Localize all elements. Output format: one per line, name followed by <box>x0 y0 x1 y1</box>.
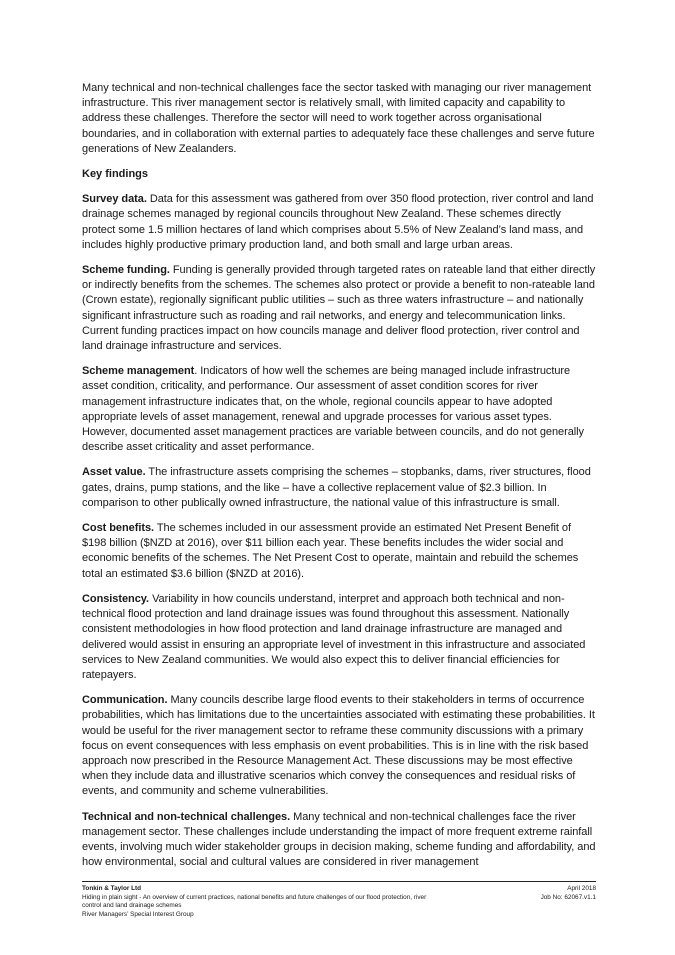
finding-text: Funding is generally provided through targeted rates on rateable land that either directly or indirectly benefits from the schemes. The schemes also protect or provide a benefit to non-rateable land (Crown estate), regionally significant public utilities – such as three waters infrastructure – and nationally significant infrastructure such as roading and rail networks, and energy and telecommunication links. Current funding practices impact on how councils manage and deliver flood protection, river control and land drainage infrastructure and services. <box>82 264 596 353</box>
finding-survey-data <box>82 192 596 253</box>
finding-scheme-funding <box>82 263 596 354</box>
finding-text: Data for this assessment was gathered from over 350 flood protection, river control and land drainage schemes managed by regional councils throughout New Zealand. These schemes directly protect some 1.5 million hectares of land which comprises about 5.5% of New Zealand’s land mass, and includes highly productive primary production land, and both small and large urban areas. <box>82 193 594 251</box>
finding-title: Cost benefits. <box>82 522 155 535</box>
footer-company: Tonkin & Taylor Ltd <box>82 885 142 892</box>
finding-text: The infrastructure assets comprising the schemes – stopbanks, dams, river structures, flood gates, drains, pump stations, and the like – have a collective replacement value of $2.3 billion. In comparison to other publically owned infrastructure, the national value of this infrastructure is small. <box>82 466 591 509</box>
footer-report-title: Hiding in plain sight - An overview of current practices, national benefits and future challenges of our flood protection, river control and land drainage schemes <box>82 893 427 910</box>
finding-technical-challenges <box>82 810 596 871</box>
finding-title: Scheme management <box>82 365 195 378</box>
footer-left-block <box>82 885 442 919</box>
finding-text: Many technical and non-technical challenges face the river management sector. These challenges include understanding the impact of more frequent extreme rainfall events, involving much wider stakeholder groups in decision making, scheme funding and affordability, and how environmental, social and cultural values are considered in river management <box>82 810 596 869</box>
finding-title: Technical and non-technical challenges. <box>82 810 291 823</box>
finding-text: Variability in how councils understand, interpret and approach both technical and non-technical flood protection and land drainage issues was found throughout this assessment. Nationally consistent methodologies in how flood protection and land drainage infrastructure are managed and delivered would assist in ensuring an appropriate level of investment in this infrastructure and associated services to New Zealand communities. We would also expect this to deliver financial efficiencies for ratepayers. <box>82 592 586 681</box>
finding-communication <box>82 693 596 799</box>
finding-cost-benefits <box>82 521 596 582</box>
finding-title: Scheme funding. <box>82 264 170 277</box>
footer-date: April 2018 <box>567 885 596 892</box>
footer-right-block <box>446 885 596 902</box>
footer-job-number: Job No: 62067.v1.1 <box>540 893 596 901</box>
finding-title: Survey data. <box>82 193 147 206</box>
intro-paragraph: Many technical and non-technical challenges face the sector tasked with managing our river management infrastructure. This river management sector is relatively small, with limited capacity and capability to address these challenges. Therefore the sector will need to work together across organisational boundaries, and in collaboration with external parties to adequately face these challenges and serve future generations of New Zealanders. <box>82 82 595 155</box>
finding-title: Communication. <box>82 694 168 707</box>
finding-title: Consistency. <box>82 592 150 605</box>
page-footer <box>82 881 596 918</box>
document-body <box>82 81 596 880</box>
finding-asset-value <box>82 465 596 511</box>
footer-client: River Managers’ Special Interest Group <box>82 910 194 918</box>
finding-title: Asset value. <box>82 466 146 479</box>
finding-text: . Indicators of how well the schemes are being managed include infrastructure asset condition, criticality, and performance. Our assessment of asset condition scores for river management infrastructure indicates that, on the whole, regional councils appear to have adopted appropriate levels of asset management, renewal and upgrade processes for various asset types. However, documented asset management practices are variable between councils, and do not generally describe asset criticality and asset performance. <box>82 365 585 454</box>
finding-text: The schemes included in our assessment provide an estimated Net Present Benefit of $198 billion ($NZD at 2016), over $11 billion each year. These benefits includes the wider social and economic benefits of the schemes. The Net Present Cost to operate, maintain and rebuild the schemes total an estimated $3.6 billion ($NZD at 2016). <box>82 522 579 580</box>
key-findings-heading: Key findings <box>82 168 149 181</box>
finding-consistency <box>82 592 596 683</box>
finding-text: Many councils describe large flood events to their stakeholders in terms of occurrence probabilities, which has limitations due to the uncertainties associated with estimating these probabilities. It would be useful for the river management sector to reframe these community discussions with a primary focus on event consequences with less emphasis on event probabilities. This is in line with the risk based approach now prescribed in the Resource Management Act. These discussions may be most effective when they include data and illustrative scenarios which convey the consequences and residual risks of events, and community and scheme vulnerabilities. <box>82 694 595 798</box>
finding-scheme-management <box>82 364 596 455</box>
